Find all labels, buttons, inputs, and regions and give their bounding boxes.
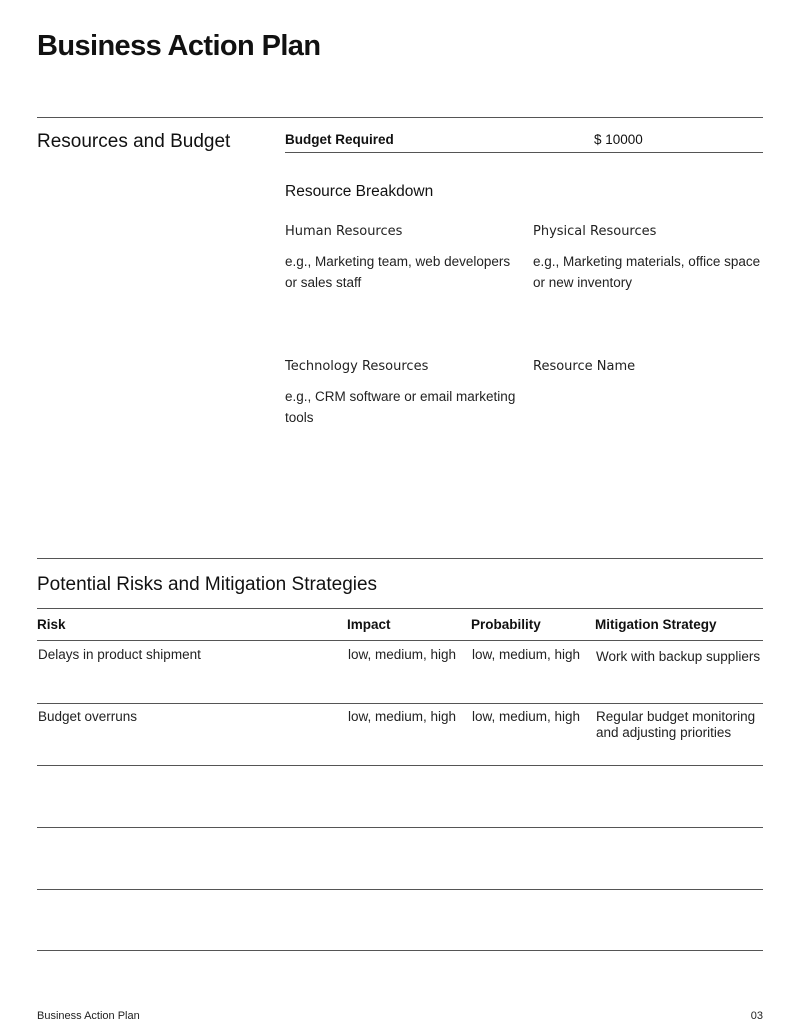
page-title: Business Action Plan [37, 30, 321, 62]
table-row-rule [37, 827, 763, 828]
section-divider [37, 117, 763, 118]
risks-section-title: Potential Risks and Mitigation Strategies [37, 574, 378, 595]
budget-required-label: Budget Required [285, 132, 394, 147]
technology-resources-text: e.g., CRM software or email marketing tools [285, 389, 516, 425]
probability-column-header: Probability [471, 617, 541, 632]
human-resources-label: Human Resources [285, 224, 403, 239]
technology-resources-label: Technology Resources [285, 359, 429, 374]
human-resources-text: e.g., Marketing team, web developers or sales staff [285, 254, 511, 290]
budget-required-value: $ 10000 [594, 132, 643, 147]
resource-breakdown-title: Resource Breakdown [285, 183, 434, 200]
table-row-rule [37, 703, 763, 704]
table-header-rule [37, 640, 763, 641]
impact-column-header: Impact [347, 617, 391, 632]
table-cell-risk: Delays in product shipment [38, 647, 201, 662]
table-row-rule [37, 950, 763, 951]
resource-name-label: Resource Name [533, 359, 636, 374]
table-row-rule [37, 889, 763, 890]
resources-section-title: Resources and Budget [37, 131, 231, 152]
physical-resources-text: e.g., Marketing materials, office space or new inventory [533, 254, 761, 290]
page-number: 03 [750, 1010, 763, 1022]
table-row-rule [37, 765, 763, 766]
table-cell-probability: low, medium, high [472, 647, 581, 662]
table-cell-risk: Budget overruns [38, 709, 138, 724]
table-cell-impact: low, medium, high [348, 647, 457, 662]
table-top-rule [37, 608, 763, 609]
table-cell-mitigation: Regular budget monitoring and adjusting priorities [596, 709, 756, 740]
budget-divider [285, 152, 763, 153]
table-cell-mitigation: Work with backup suppliers [596, 649, 761, 664]
table-cell-impact: low, medium, high [348, 709, 457, 724]
section-divider [37, 558, 763, 559]
physical-resources-label: Physical Resources [533, 224, 657, 239]
risk-column-header: Risk [37, 617, 66, 632]
footer-document-title: Business Action Plan [37, 1010, 140, 1022]
table-cell-probability: low, medium, high [472, 709, 581, 724]
mitigation-column-header: Mitigation Strategy [595, 617, 717, 632]
